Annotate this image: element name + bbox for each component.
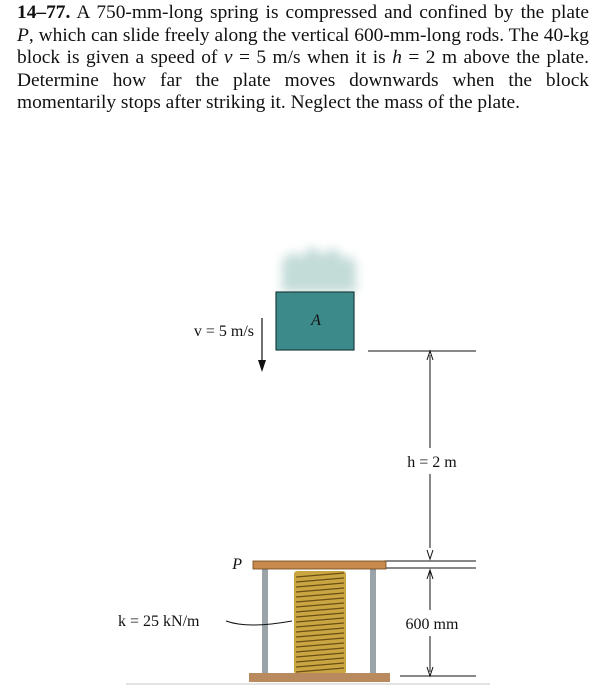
problem-text-segment: = 2 m above the plate. Determine how far the plate moves downwards when the block momentarily stops after striking it. Neglect the mass of the plate.	[17, 47, 589, 114]
problem-text-segment: = 5 m/s when it is	[232, 47, 393, 69]
problem-number: 14–77.	[17, 2, 71, 23]
ground	[126, 673, 490, 684]
velocity-label: v = 5 m/s	[193, 323, 254, 340]
plate-p	[253, 561, 386, 569]
spring-leader-line	[226, 621, 292, 625]
problem-text-segment: A 750-mm-long spring is compressed and confined by the plate	[76, 2, 589, 23]
spring-constant-label: k = 25 kN/m	[118, 613, 200, 630]
plate-label: P	[232, 556, 242, 573]
problem-text-segment: , which can slide freely along the vertical 600-mm-long rods. The 40-kg block is given a speed of	[17, 24, 589, 69]
motion-blur	[282, 247, 356, 292]
problem-variable: v	[223, 47, 233, 69]
problem-variable: P	[17, 24, 29, 46]
spring	[294, 571, 346, 674]
velocity-arrow	[258, 318, 266, 372]
rod-length-label: 600 mm	[405, 616, 459, 633]
problem-variable: h	[392, 47, 402, 69]
height-label: h = 2 m	[407, 454, 457, 471]
block-label: A	[311, 312, 321, 329]
plate-level-lines	[384, 561, 476, 568]
